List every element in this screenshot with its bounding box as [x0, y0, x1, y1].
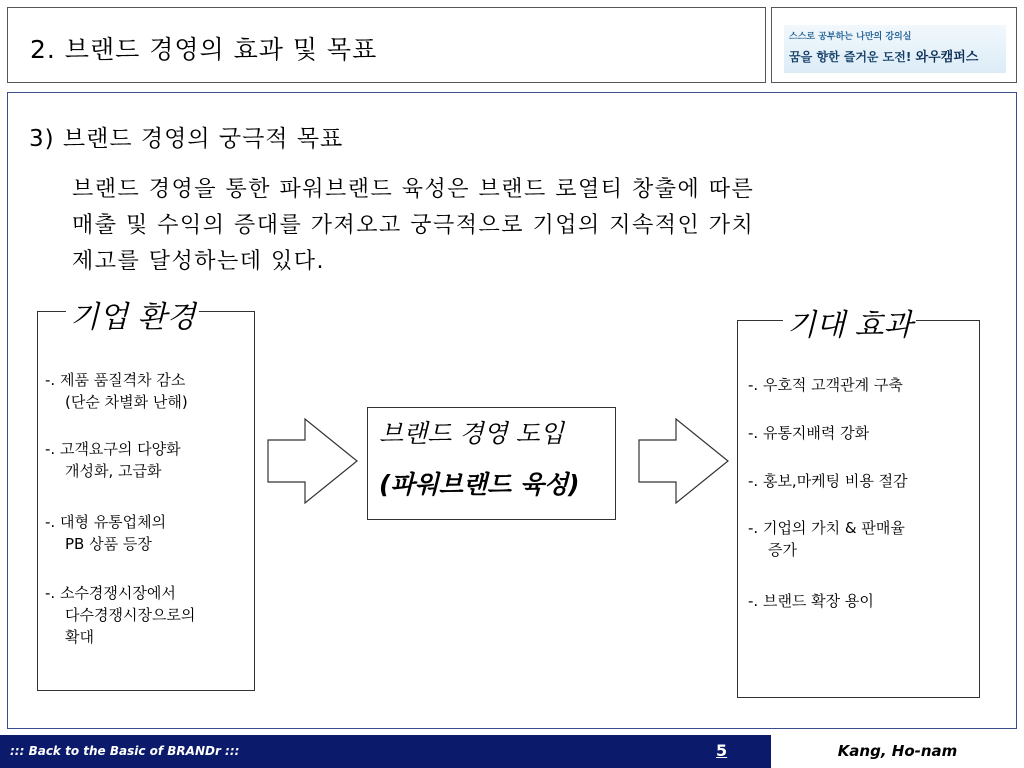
effect-item-1 [748, 374, 903, 396]
page-number[interactable]: 5 [716, 741, 728, 760]
right-arrow-icon [267, 418, 359, 504]
brand-management-line-2: (파워브랜드 육성) [379, 470, 580, 499]
author-box [771, 735, 1024, 768]
effect-item-5 [748, 590, 874, 612]
paragraph-line-2: 매출 및 수익의 증대를 가져오고 궁극적으로 기업의 지속적인 가치 [72, 213, 755, 238]
item-line: PB 상품 등장 [65, 535, 152, 553]
paragraph-line-3: 제고를 달성하는데 있다. [72, 249, 326, 274]
logo-brand-name: 와우캠퍼스 [915, 50, 979, 65]
item-line: -. 고객요구의 다양화 [45, 440, 181, 458]
item-line: -. 소수경쟁시장에서 [45, 584, 176, 602]
item-line: -. 브랜드 확장 용이 [748, 592, 874, 610]
effect-item-4 [748, 517, 905, 561]
brand-management-line-1: 브랜드 경영 도입 [379, 419, 564, 448]
environment-item-3 [45, 511, 166, 555]
environment-heading: 기업 환경 [66, 292, 199, 336]
author-name: Kang, Ho-nam [837, 742, 958, 760]
item-line: 증가 [768, 541, 797, 559]
footer-bar [0, 735, 1024, 768]
environment-item-1 [45, 369, 188, 413]
item-line: 개성화, 고급화 [65, 462, 162, 480]
item-line: 다수경쟁시장으로의 [65, 606, 196, 624]
item-line: 확대 [65, 628, 94, 646]
logo-slogan-text: 꿈을 향한 즐거운 도전! [789, 50, 912, 64]
expected-effects-heading: 기대 효과 [783, 300, 916, 344]
logo-tagline: 스스로 공부하는 나만의 강의실 [789, 32, 912, 42]
wowcampus-logo[interactable] [784, 25, 1006, 73]
item-line: -. 제품 품질격차 감소 [45, 371, 186, 389]
item-line: (단순 차별화 난해) [65, 393, 188, 411]
item-line: -. 대형 유통업체의 [45, 513, 167, 531]
logo-slogan [789, 46, 978, 65]
environment-item-4 [45, 582, 195, 648]
item-line: -. 유통지배력 강화 [748, 424, 870, 442]
item-line: -. 홍보,마케팅 비용 절감 [748, 472, 908, 490]
page-title: 2. 브랜드 경영의 효과 및 목표 [30, 35, 378, 64]
section-title: 3) 브랜드 경영의 궁극적 목표 [29, 126, 344, 152]
item-line: -. 우호적 고객관계 구축 [748, 376, 903, 394]
effect-item-2 [748, 422, 869, 444]
header-title-box [7, 7, 766, 83]
environment-item-2 [45, 438, 181, 482]
logo-box [771, 7, 1017, 83]
footer-series-title: ::: Back to the Basic of BRANDr ::: [10, 744, 240, 758]
right-arrow-icon [638, 418, 730, 504]
paragraph-line-1: 브랜드 경영을 통한 파워브랜드 육성은 브랜드 로열티 창출에 따른 [72, 177, 755, 202]
effect-item-3 [748, 470, 908, 492]
item-line: -. 기업의 가치 & 판매율 [748, 519, 905, 537]
